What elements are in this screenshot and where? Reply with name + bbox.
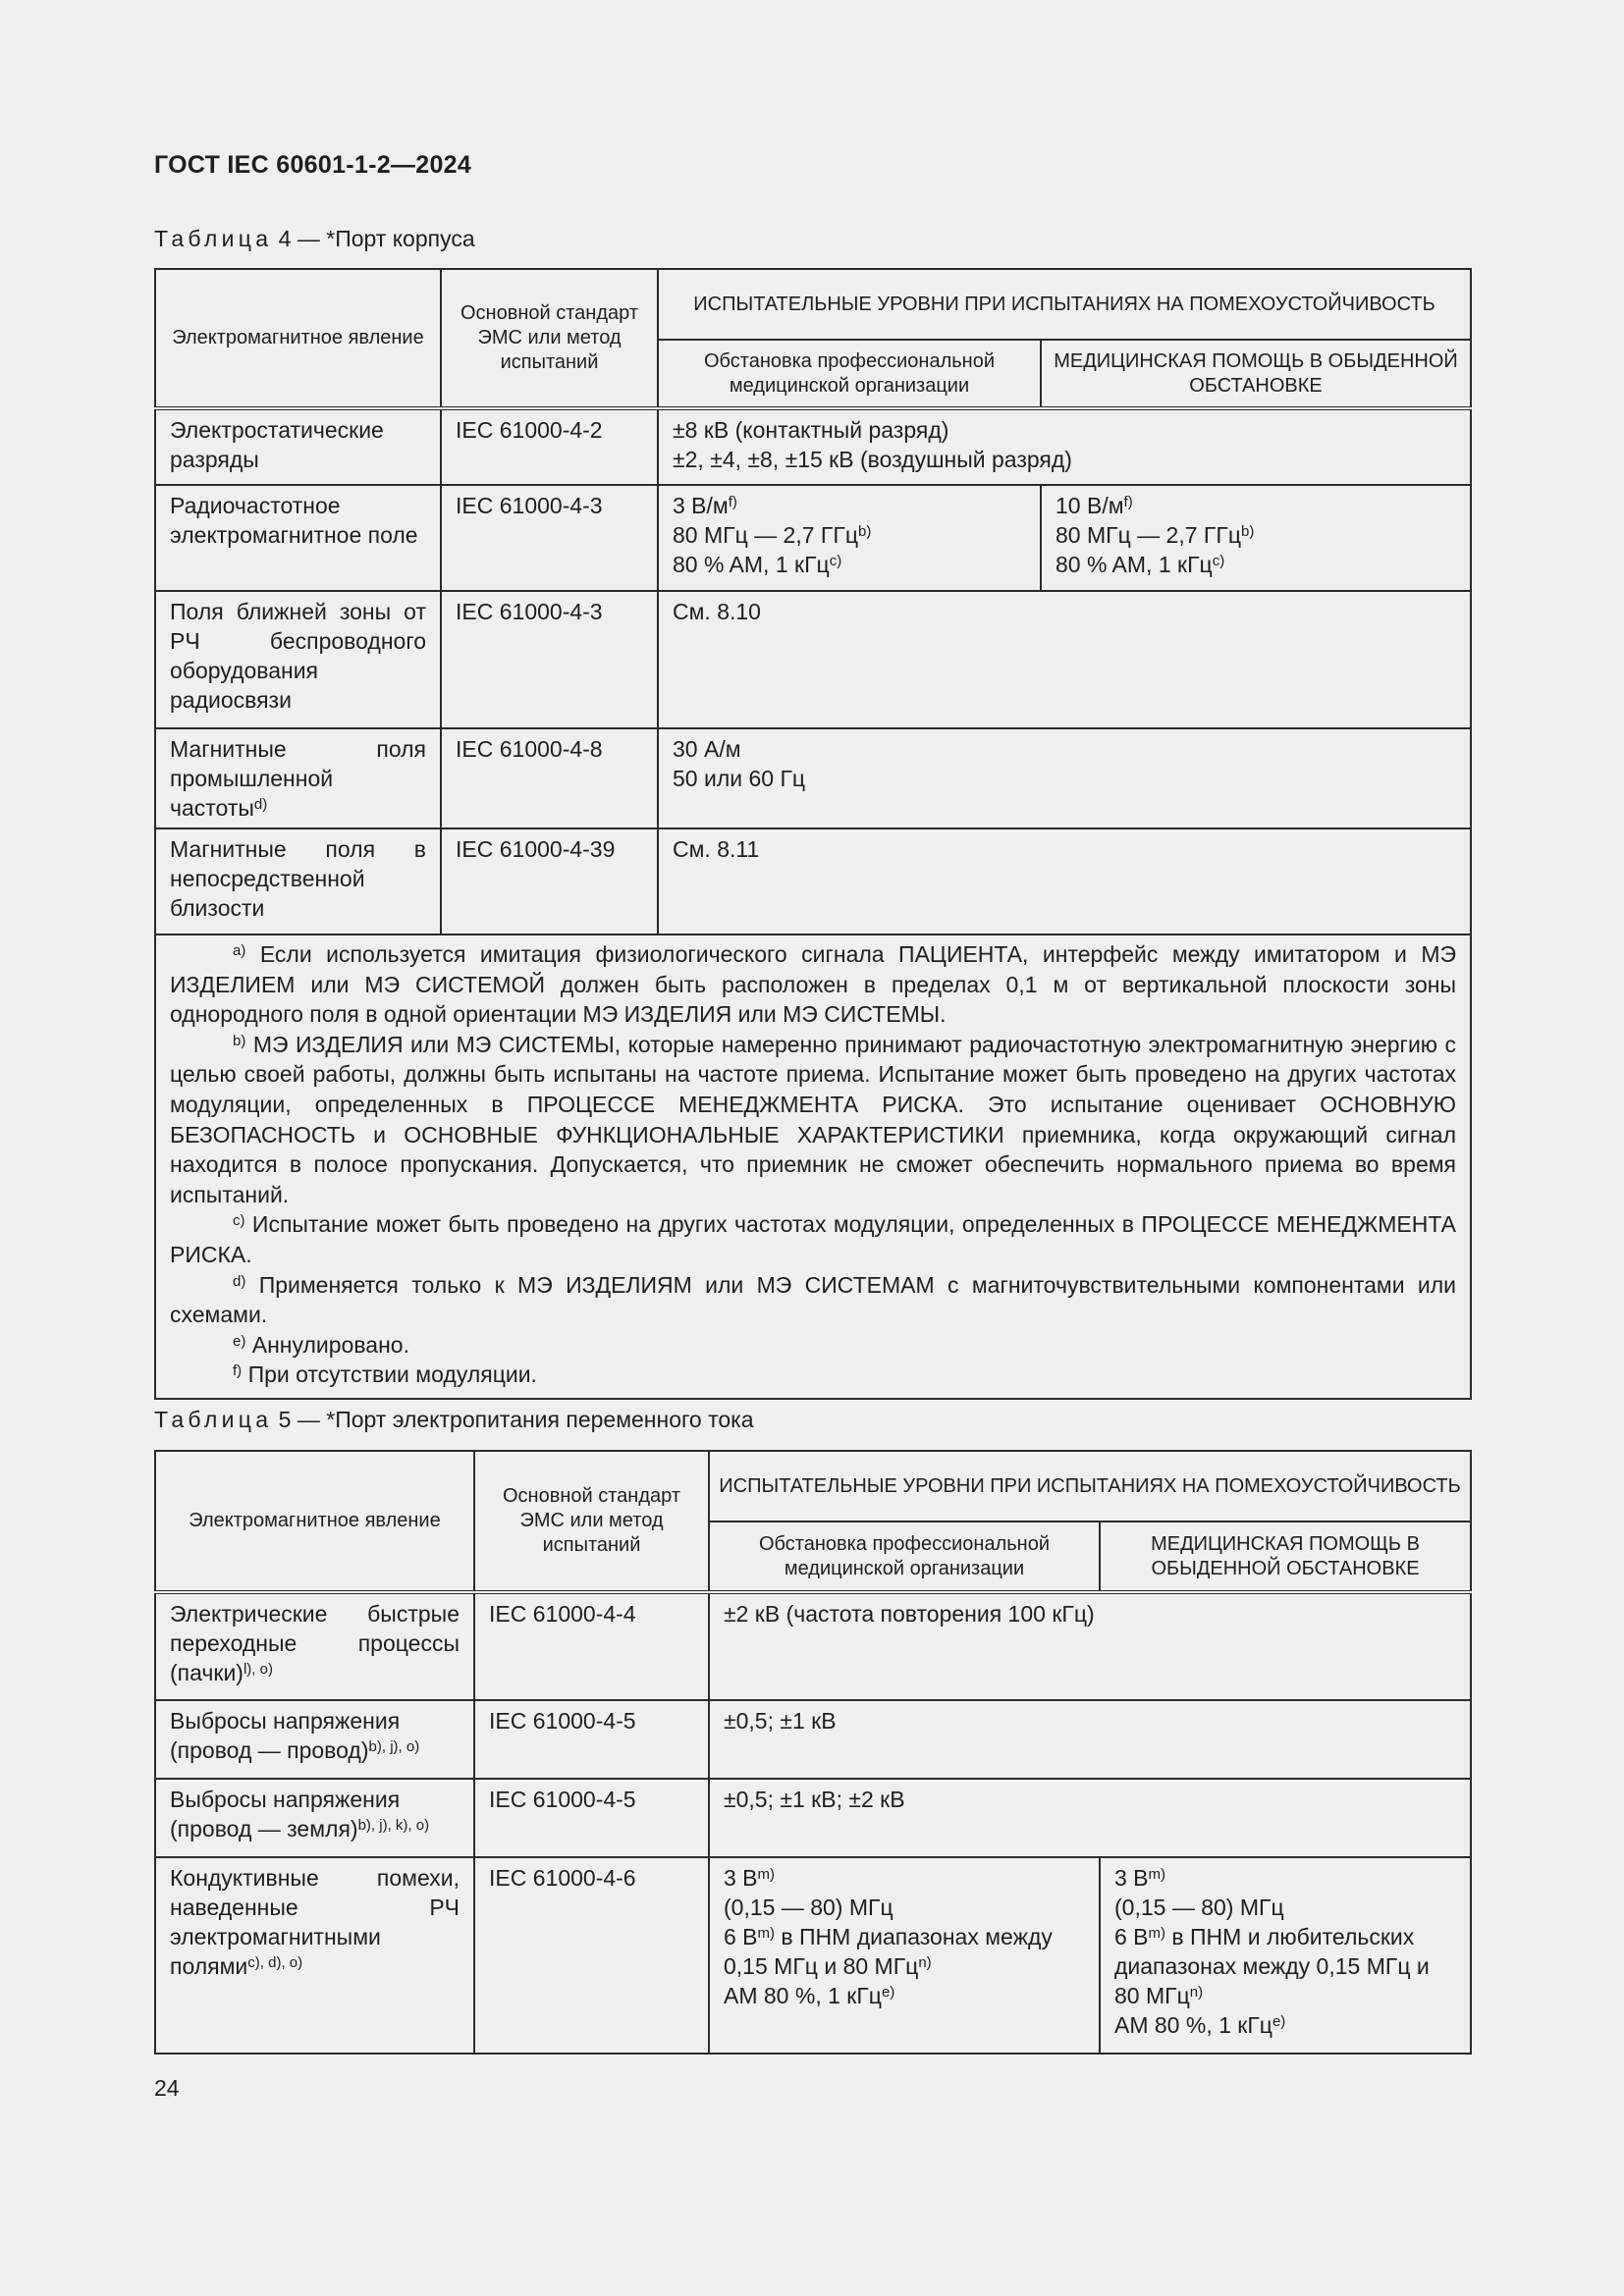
t5-r4-prof-l1: 3 В: [724, 1865, 758, 1891]
t4-footnotes: [155, 934, 1471, 1399]
t5-r1-std: IEC 61000-4-4: [474, 1592, 709, 1700]
t4-r1-phen: Электростатические разряды: [155, 408, 441, 485]
table5-caption-num: 5: [278, 1407, 292, 1432]
t5-r4-home-l1: 3 В: [1114, 1865, 1149, 1891]
t4-r2-home-l3-sup: c): [1212, 553, 1225, 569]
t5-r4-prof-l2: (0,15 — 80) МГц: [724, 1895, 893, 1920]
t4-r4-std: IEC 61000-4-8: [441, 728, 658, 828]
t4-r5-phen: Магнитные поля в непосредственной близости: [155, 828, 441, 934]
footnote-f-mark: f): [233, 1362, 243, 1380]
t4-r2-home-l2: 80 МГц — 2,7 ГГц: [1056, 522, 1241, 548]
footnote-b: [170, 1030, 1456, 1210]
page-number: 24: [154, 2075, 180, 2101]
t4-r2-home-l1: 10 В/м: [1056, 493, 1124, 518]
footnote-e: [170, 1330, 1456, 1361]
t5-r2-phen-sup: b), j), o): [368, 1738, 420, 1755]
footnote-d: [170, 1270, 1456, 1330]
footnote-d-mark: d): [233, 1272, 246, 1290]
t4-r4-line1: 30 А/м: [673, 736, 741, 762]
t5-r4-phen-text: Кондуктивные помехи, наведенные РЧ электромагнитными полями: [170, 1865, 460, 1979]
t4-r2-prof-l3-sup: c): [829, 553, 842, 569]
t5-r1-phen-text: Электрические быстрые переходные процессы (пачки): [170, 1601, 460, 1685]
table4-caption-num: 4: [278, 226, 292, 251]
table-row: [155, 1700, 1471, 1779]
t5-r4-home-l2: (0,15 — 80) МГц: [1114, 1895, 1284, 1920]
t5-r4-home-l3-sup2: n): [1189, 1984, 1204, 2001]
footnote-c-text: Испытание может быть проведено на других частотах модуляции, определенных в ПРОЦЕССЕ МЕНЕДЖМЕНТА РИСКА.: [170, 1211, 1457, 1267]
footnote-a: [170, 939, 1456, 1030]
table-row: [155, 934, 1471, 1399]
t5-header-phenomenon: Электромагнитное явление: [155, 1451, 474, 1592]
footnote-e-text: Аннулировано.: [251, 1331, 409, 1358]
t4-r2-prof-l2-sup: b): [858, 523, 872, 540]
t5-r4-prof-l4-sup: e): [881, 1984, 895, 2001]
t4-r1-line1: ±8 кВ (контактный разряд): [673, 417, 949, 443]
t4-r2-prof: [658, 485, 1041, 591]
t4-r3-std: IEC 61000-4-3: [441, 591, 658, 728]
t5-r4-home-l3-sup: m): [1148, 1925, 1166, 1942]
t5-r4-home-l3b: в ПНМ и любительских диапазонах между 0,15 МГц и 80 МГц: [1114, 1924, 1430, 2008]
footnote-b-mark: b): [233, 1032, 246, 1049]
t5-r2-levels: ±0,5; ±1 кВ: [709, 1700, 1471, 1779]
t4-header-phenomenon: Электромагнитное явление: [155, 269, 441, 408]
t5-r4-prof-l3-sup: m): [757, 1925, 776, 1942]
t4-r4-phen-text: Магнитные поля промышленной частоты: [170, 736, 426, 821]
t4-r2-std: IEC 61000-4-3: [441, 485, 658, 591]
footnote-b-text: МЭ ИЗДЕЛИЯ или МЭ СИСТЕМЫ, которые намеренно принимают радиочастотную электромагнитную энергию с целью своей работы, должны быть испытаны на частоте приема. Испытание может быть проведено на других частотах модуляции, определенных в ПРОЦЕССЕ МЕНЕДЖМЕНТА РИСКА. Это испытание оценивает ОСНОВНУЮ БЕЗОПАСНОСТЬ и ОСНОВНЫЕ ФУНКЦИОНАЛЬНЫЕ ХАРАКТЕРИСТИКИ приемника, когда окружающий сигнал находится в полосе пропускания. Допускается, что приемник не сможет обеспечить нормального приема во время испытаний.: [170, 1031, 1457, 1207]
table5-caption-word: Таблица: [154, 1407, 273, 1432]
t4-r2-home-l1-sup: f): [1123, 494, 1133, 510]
t4-r5-std: IEC 61000-4-39: [441, 828, 658, 934]
table-row: [155, 591, 1471, 728]
footnote-f-text: При отсутствии модуляции.: [247, 1362, 537, 1388]
t4-r2-phen: Радиочастотное электромагнитное поле: [155, 485, 441, 591]
table-row: [155, 1857, 1471, 2054]
t5-r1-phen: [155, 1592, 474, 1700]
t4-header-standard: Основной стандарт ЭМС или метод испытаний: [441, 269, 658, 408]
t5-r4-prof-l3-sup2: n): [918, 1954, 932, 1971]
t5-header-standard: Основной стандарт ЭМС или метод испытаний: [474, 1451, 709, 1592]
t5-r4-home-l3a: 6 В: [1114, 1924, 1149, 1949]
table-row: [155, 1779, 1471, 1857]
table-row: [155, 728, 1471, 828]
table5-caption: [154, 1407, 754, 1433]
t5-r4-prof-l3b: в ПНМ диапазонах между 0,15 МГц и 80 МГц: [724, 1924, 1053, 1979]
footnote-c-mark: c): [233, 1212, 245, 1230]
table5-caption-rest: — *Порт электропитания переменного тока: [297, 1407, 754, 1432]
t5-r3-phen: [155, 1779, 474, 1857]
table4-caption-rest: — *Порт корпуса: [297, 226, 475, 251]
t5-r4-home-l4: AM 80 %, 1 кГц: [1114, 2012, 1272, 2038]
t4-r3-phen: Поля ближней зоны от РЧ беспроводного оборудования радиосвязи: [155, 591, 441, 728]
t4-r2-home: [1041, 485, 1471, 591]
t5-r2-phen-text: Выбросы напряжения (провод — провод): [170, 1708, 401, 1763]
t5-r4-home: [1100, 1857, 1471, 2054]
footnote-e-mark: e): [233, 1332, 246, 1350]
t5-r3-phen-text: Выбросы напряжения (провод — земля): [170, 1787, 401, 1842]
document-header: ГОСТ IEC 60601-1-2—2024: [154, 151, 472, 179]
t5-r3-phen-sup: b), j), k), o): [357, 1817, 430, 1834]
t5-r1-phen-sup: l), o): [243, 1661, 273, 1678]
t4-r1-line2: ±2, ±4, ±8, ±15 кВ (воздушный разряд): [673, 447, 1072, 472]
t4-r3-levels: См. 8.10: [658, 591, 1471, 728]
table-row: [155, 1592, 1471, 1700]
t4-r2-prof-l2: 80 МГц — 2,7 ГГц: [673, 522, 858, 548]
t5-header-prof: Обстановка профессиональной медицинской организации: [709, 1522, 1100, 1592]
t5-r4-phen: [155, 1857, 474, 2054]
t4-header-levels: ИСПЫТАТЕЛЬНЫЕ УРОВНИ ПРИ ИСПЫТАНИЯХ НА ПОМЕХОУСТОЙЧИВОСТЬ: [658, 269, 1471, 340]
t5-r1-levels: ±2 кВ (частота повторения 100 кГц): [709, 1592, 1471, 1700]
t4-r1-levels: [658, 408, 1471, 485]
t4-header-home: МЕДИЦИНСКАЯ ПОМОЩЬ В ОБЫДЕННОЙ ОБСТАНОВКЕ: [1041, 340, 1471, 408]
footnote-a-mark: a): [233, 942, 246, 959]
t5-r2-phen: [155, 1700, 474, 1779]
table-row: [155, 485, 1471, 591]
t4-r1-std: IEC 61000-4-2: [441, 408, 658, 485]
t4-r5-levels: См. 8.11: [658, 828, 1471, 934]
t4-r2-prof-l3: 80 % AM, 1 кГц: [673, 552, 830, 577]
t5-header-levels: ИСПЫТАТЕЛЬНЫЕ УРОВНИ ПРИ ИСПЫТАНИЯХ НА ПОМЕХОУСТОЙЧИВОСТЬ: [709, 1451, 1471, 1522]
table4-caption: [154, 226, 475, 252]
t5-r4-prof-l1-sup: m): [757, 1866, 776, 1883]
footnote-c: [170, 1209, 1456, 1269]
table-row: [155, 408, 1471, 485]
table5: [154, 1450, 1472, 2055]
t4-r4-line2: 50 или 60 Гц: [673, 766, 806, 791]
table-row: [155, 828, 1471, 934]
t4-r2-home-l3: 80 % AM, 1 кГц: [1056, 552, 1213, 577]
footnote-f: [170, 1360, 1456, 1390]
t5-r4-prof: [709, 1857, 1100, 2054]
t4-r4-phen-sup: d): [253, 796, 268, 813]
t5-r4-phen-sup: c), d), o): [247, 1954, 303, 1971]
t5-r3-std: IEC 61000-4-5: [474, 1779, 709, 1857]
t4-header-prof: Обстановка профессиональной медицинской организации: [658, 340, 1041, 408]
t4-r2-home-l2-sup: b): [1241, 523, 1255, 540]
t5-r4-std: IEC 61000-4-6: [474, 1857, 709, 2054]
t5-r3-levels: ±0,5; ±1 кВ; ±2 кВ: [709, 1779, 1471, 1857]
t4-r4-phen: [155, 728, 441, 828]
t5-r2-std: IEC 61000-4-5: [474, 1700, 709, 1779]
t5-r4-home-l4-sup: e): [1272, 2013, 1286, 2030]
t5-header-home: МЕДИЦИНСКАЯ ПОМОЩЬ В ОБЫДЕННОЙ ОБСТАНОВКЕ: [1100, 1522, 1471, 1592]
table4-caption-word: Таблица: [154, 226, 273, 251]
t4-r2-prof-l1: 3 В/м: [673, 493, 729, 518]
t4-r2-prof-l1-sup: f): [728, 494, 737, 510]
table4: [154, 268, 1472, 1400]
t4-r4-levels: [658, 728, 1471, 828]
footnote-d-text: Применяется только к МЭ ИЗДЕЛИЯМ или МЭ СИСТЕМАМ с магниточувствительными компонентами или схемами.: [170, 1271, 1457, 1328]
t5-r4-home-l1-sup: m): [1148, 1866, 1166, 1883]
footnote-a-text: Если используется имитация физиологического сигнала ПАЦИЕНТА, интерфейс между имитатором и МЭ ИЗДЕЛИЕМ или МЭ СИСТЕМОЙ должен быть расположен в пределах 0,1 м от вертикальной плоскости зоны однородного поля в одной ориентации МЭ ИЗДЕЛИЯ или МЭ СИСТЕМЫ.: [170, 941, 1457, 1028]
t5-r4-prof-l4: AM 80 %, 1 кГц: [724, 1983, 882, 2008]
t5-r4-prof-l3a: 6 В: [724, 1924, 758, 1949]
